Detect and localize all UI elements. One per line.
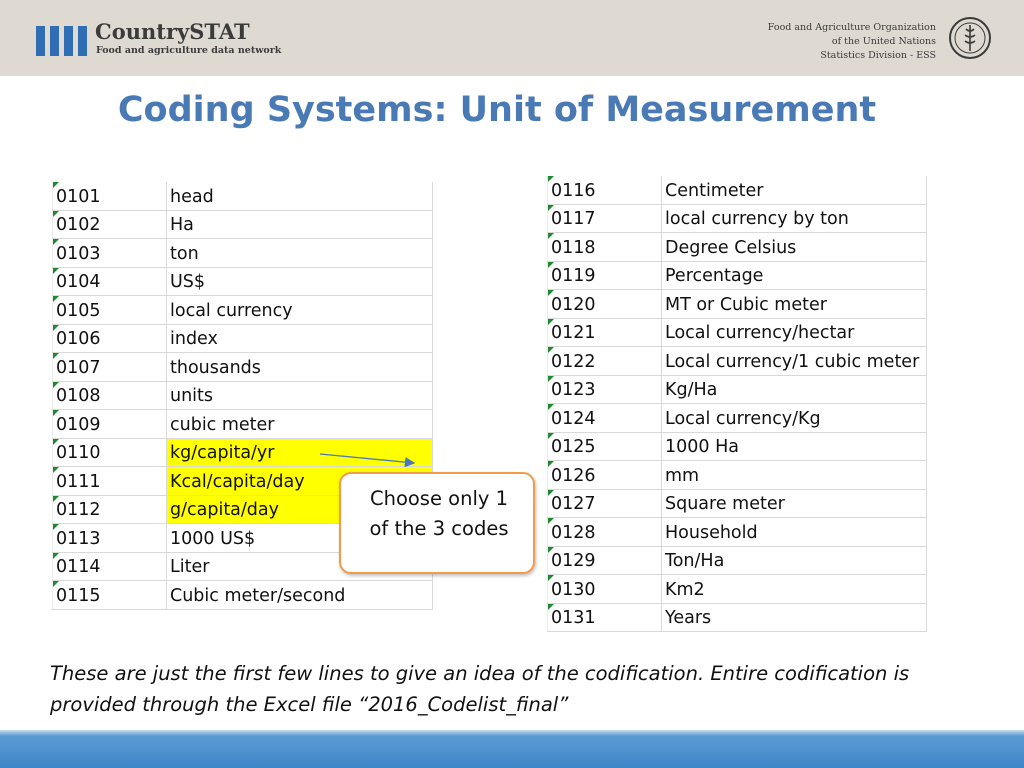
unit-cell: index — [167, 324, 433, 353]
code-cell: 0103 — [53, 239, 167, 268]
code-cell: 0122 — [548, 347, 662, 376]
code-cell: 0118 — [548, 233, 662, 262]
table-row — [53, 267, 433, 296]
unit-cell: cubic meter — [167, 410, 433, 439]
code-cell: 0104 — [53, 267, 167, 296]
table-row — [53, 353, 433, 382]
right-code-table — [547, 176, 927, 632]
unit-cell: kg/capita/yr — [167, 438, 433, 467]
code-cell: 0109 — [53, 410, 167, 439]
footnote-text: These are just the first few lines to give an idea of the codification. Entire codification is provided through the Excel file “2016_Codelist_final” — [50, 662, 910, 716]
code-cell: 0129 — [548, 546, 662, 575]
code-cell: 0128 — [548, 518, 662, 547]
unit-cell: g/capita/day — [167, 495, 433, 524]
unit-cell: Household — [662, 518, 927, 547]
unit-cell: Square meter — [662, 489, 927, 518]
table-row — [548, 546, 927, 575]
unit-cell: head — [167, 182, 433, 210]
table-row — [53, 182, 433, 210]
countrystat-logo-icon — [36, 26, 88, 56]
unit-cell: US$ — [167, 267, 433, 296]
unit-cell: 1000 US$ — [167, 524, 433, 553]
code-cell: 0116 — [548, 176, 662, 204]
code-cell: 0106 — [53, 324, 167, 353]
unit-cell: mm — [662, 461, 927, 490]
unit-cell: thousands — [167, 353, 433, 382]
org-line: of the United Nations — [831, 36, 936, 47]
unit-cell: Ton/Ha — [662, 546, 927, 575]
logo-title: CountrySTAT — [95, 19, 250, 44]
table-row — [548, 518, 927, 547]
code-cell: 0121 — [548, 318, 662, 347]
callout-line: Choose only 1 — [369, 487, 509, 510]
table-row — [548, 489, 927, 518]
table-row — [548, 318, 927, 347]
code-cell: 0111 — [53, 467, 167, 496]
header-banner — [0, 0, 1024, 76]
code-cell: 0119 — [548, 261, 662, 290]
org-name — [768, 21, 936, 63]
unit-cell: Percentage — [662, 261, 927, 290]
code-cell: 0113 — [53, 524, 167, 553]
unit-cell: Liter — [167, 552, 433, 581]
table-row — [548, 603, 927, 632]
code-cell: 0124 — [548, 404, 662, 433]
unit-cell: local currency — [167, 296, 433, 325]
table-row — [53, 324, 433, 353]
code-cell: 0131 — [548, 603, 662, 632]
unit-cell: MT or Cubic meter — [662, 290, 927, 319]
table-row — [548, 347, 927, 376]
code-cell: 0102 — [53, 210, 167, 239]
unit-cell: ton — [167, 239, 433, 268]
fao-emblem-icon — [948, 16, 992, 60]
unit-cell: Local currency/1 cubic meter — [662, 347, 927, 376]
table-row — [53, 296, 433, 325]
table-row — [53, 410, 433, 439]
org-line: Statistics Division - ESS — [820, 50, 936, 61]
table-row — [548, 404, 927, 433]
callout-text — [351, 484, 527, 544]
unit-cell: Local currency/Kg — [662, 404, 927, 433]
code-cell: 0125 — [548, 432, 662, 461]
unit-cell: units — [167, 381, 433, 410]
table-row — [53, 239, 433, 268]
code-cell: 0127 — [548, 489, 662, 518]
table-row — [548, 233, 927, 262]
footer-bar — [0, 730, 1024, 768]
unit-cell: Kcal/capita/day — [167, 467, 433, 496]
code-cell: 0115 — [53, 581, 167, 610]
unit-cell: 1000 Ha — [662, 432, 927, 461]
code-cell: 0107 — [53, 353, 167, 382]
code-cell: 0101 — [53, 182, 167, 210]
table-row — [53, 381, 433, 410]
code-cell: 0117 — [548, 204, 662, 233]
callout-box — [339, 472, 535, 574]
code-cell: 0120 — [548, 290, 662, 319]
unit-cell: Centimeter — [662, 176, 927, 204]
unit-cell: Ha — [167, 210, 433, 239]
unit-cell: Cubic meter/second — [167, 581, 433, 610]
logo-subtitle: Food and agriculture data network — [96, 45, 282, 56]
table-row — [53, 581, 433, 610]
code-cell: 0105 — [53, 296, 167, 325]
unit-cell: Degree Celsius — [662, 233, 927, 262]
unit-cell: local currency by ton — [662, 204, 927, 233]
page-title: Coding Systems: Unit of Measurement — [117, 90, 877, 130]
code-cell: 0126 — [548, 461, 662, 490]
table-row — [548, 375, 927, 404]
code-cell: 0123 — [548, 375, 662, 404]
table-row — [548, 261, 927, 290]
callout-line: of the 3 codes — [369, 517, 509, 540]
table-row — [548, 575, 927, 604]
table-row — [548, 176, 927, 204]
table-row — [53, 210, 433, 239]
table-row — [548, 461, 927, 490]
unit-cell: Years — [662, 603, 927, 632]
table-row — [548, 432, 927, 461]
unit-cell: Kg/Ha — [662, 375, 927, 404]
unit-cell: Km2 — [662, 575, 927, 604]
unit-cell: Local currency/hectar — [662, 318, 927, 347]
table-row — [548, 204, 927, 233]
code-cell: 0130 — [548, 575, 662, 604]
code-cell: 0112 — [53, 495, 167, 524]
code-cell: 0110 — [53, 438, 167, 467]
code-cell: 0114 — [53, 552, 167, 581]
org-line: Food and Agriculture Organization — [767, 22, 936, 33]
table-row — [548, 290, 927, 319]
code-cell: 0108 — [53, 381, 167, 410]
